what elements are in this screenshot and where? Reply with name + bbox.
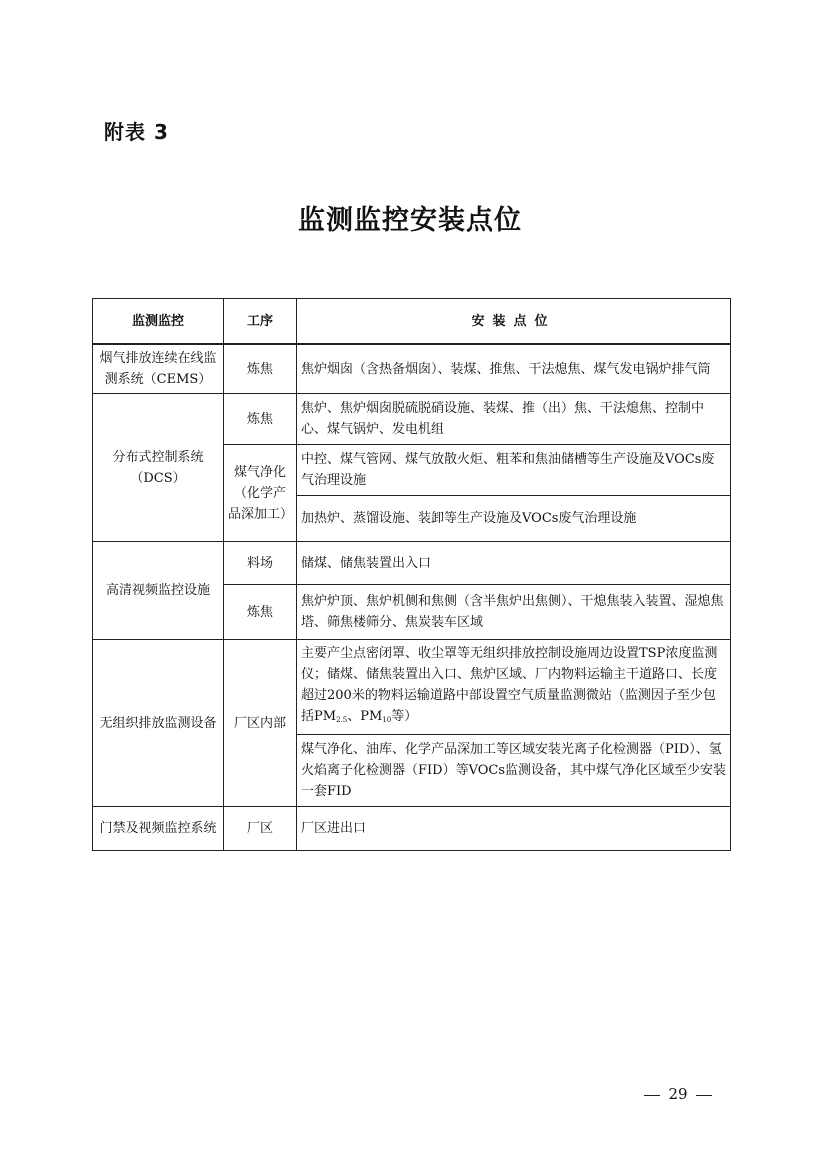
monitoring-table bbox=[92, 298, 731, 851]
page-number-text: 29 bbox=[668, 1085, 688, 1103]
location-cell: 煤气净化、油库、化学产品深加工等区域安装光离子化检测器（PID）、氢火焰离子化检测器（FID）等VOCs监测设备，其中煤气净化区域至少安装一套FID bbox=[297, 735, 731, 807]
location-cell: 加热炉、蒸馏设施、装卸等生产设施及VOCs废气治理设施 bbox=[297, 496, 731, 542]
pm25-subscript: 2.5 bbox=[336, 716, 348, 724]
location-text-end: 等） bbox=[391, 709, 418, 724]
appendix-label: 附表 3 bbox=[104, 120, 169, 144]
dash-right bbox=[696, 1095, 712, 1096]
location-text-sep: 、PM bbox=[347, 709, 383, 724]
table-row bbox=[93, 542, 731, 585]
table-row bbox=[93, 344, 731, 394]
header-category: 监测监控 bbox=[93, 299, 224, 345]
page-title: 监测监控安装点位 bbox=[298, 205, 522, 236]
process-cell: 厂区 bbox=[224, 807, 297, 851]
dash-left bbox=[644, 1095, 660, 1096]
category-cell: 无组织排放监测设备 bbox=[93, 640, 224, 807]
pm10-subscript: 10 bbox=[382, 716, 392, 724]
page-number bbox=[632, 1085, 724, 1103]
location-cell: 焦炉烟囱（含热备烟囱）、装煤、推焦、干法熄焦、煤气发电锅炉排气筒 bbox=[297, 344, 731, 394]
category-cell: 烟气排放连续在线监测系统（CEMS） bbox=[93, 344, 224, 394]
location-text: 主要产尘点密闭罩、收尘罩等无组织排放控制设施周边设置TSP浓度监测仪；储煤、储焦装置出入口、焦炉区域、厂内物料运输主干道路口、长度超过200米的物料运输道路中部设置空气质量监测微站（监测因子至少包括PM bbox=[301, 646, 718, 724]
category-cell: 高清视频监控设施 bbox=[93, 542, 224, 640]
table-row bbox=[93, 640, 731, 735]
process-cell: 煤气净化（化学产品深加工） bbox=[224, 445, 297, 542]
header-process: 工序 bbox=[224, 299, 297, 345]
process-cell: 炼焦 bbox=[224, 394, 297, 445]
process-cell: 料场 bbox=[224, 542, 297, 585]
process-cell: 厂区内部 bbox=[224, 640, 297, 807]
location-cell: 储煤、储焦装置出入口 bbox=[297, 542, 731, 585]
location-cell: 焦炉、焦炉烟囱脱硫脱硝设施、装煤、推（出）焦、干法熄焦、控制中心、煤气锅炉、发电机组 bbox=[297, 394, 731, 445]
process-cell: 炼焦 bbox=[224, 344, 297, 394]
header-location: 安装点位 bbox=[297, 299, 731, 345]
category-cell: 门禁及视频监控系统 bbox=[93, 807, 224, 851]
location-cell: 焦炉炉顶、焦炉机侧和焦侧（含半焦炉出焦侧）、干熄焦装入装置、湿熄焦塔、筛焦楼筛分、焦炭装车区域 bbox=[297, 585, 731, 640]
location-cell: 中控、煤气管网、煤气放散火炬、粗苯和焦油储槽等生产设施及VOCs废气治理设施 bbox=[297, 445, 731, 496]
location-cell: 厂区进出口 bbox=[297, 807, 731, 851]
table-header-row bbox=[93, 299, 731, 345]
process-cell: 炼焦 bbox=[224, 585, 297, 640]
location-cell bbox=[297, 640, 731, 735]
table-row bbox=[93, 394, 731, 445]
category-cell: 分布式控制系统（DCS） bbox=[93, 394, 224, 542]
table-row bbox=[93, 807, 731, 851]
